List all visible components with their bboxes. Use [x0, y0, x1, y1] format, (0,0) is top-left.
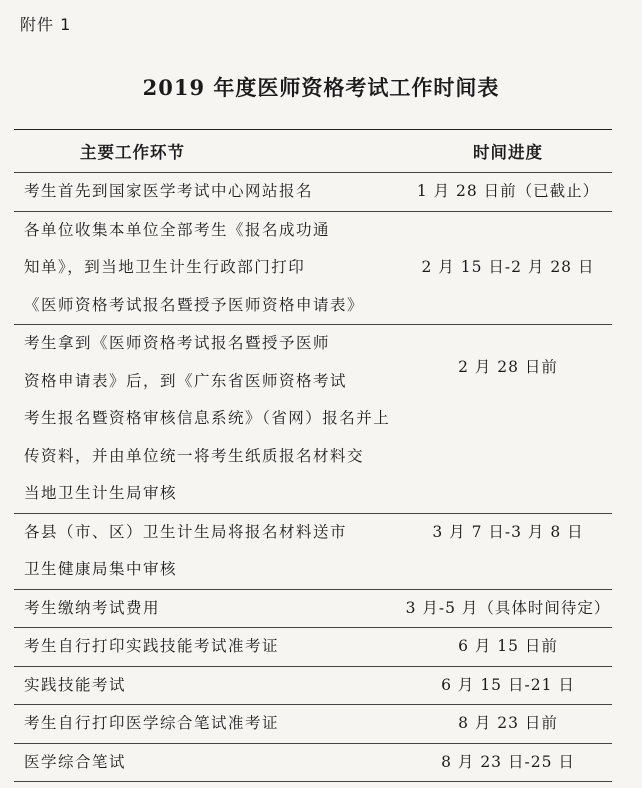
- step-line: 传资料，并由单位统一将考生纸质报名材料交: [24, 446, 365, 465]
- table-row: [14, 513, 612, 589]
- step-line: 考生报名暨资格审核信息系统》（省网）报名并上: [24, 409, 391, 427]
- schedule-table: [14, 129, 612, 782]
- step-line: 考生自行打印实践技能考试准考证: [24, 637, 280, 655]
- row-step: [14, 743, 404, 782]
- table-row: [14, 211, 612, 325]
- document-title: 2019 年度医师资格考试工作时间表: [142, 75, 500, 100]
- table-row: [14, 743, 612, 782]
- table-row: [14, 628, 612, 667]
- step-line: 考生自行打印医学综合笔试准考证: [24, 714, 280, 732]
- row-step: [14, 513, 404, 589]
- row-time: 6 月 15 日前: [404, 628, 612, 667]
- step-line: 医学综合笔试: [24, 752, 127, 771]
- step-line: 各单位收集本单位全部考生《报名成功通: [24, 220, 331, 239]
- step-line: 考生缴纳考试费用: [24, 598, 161, 617]
- row-time: 6 月 15 日-21 日: [404, 666, 612, 705]
- step-line: 知单》，到当地卫生计生行政部门打印: [24, 258, 306, 276]
- row-time: 2 月 15 日-2 月 28 日: [404, 211, 612, 325]
- row-time: 8 月 23 日-25 日: [404, 743, 612, 782]
- table-row: [14, 705, 612, 744]
- row-time: 3 月 7 日-3 月 8 日: [404, 513, 612, 589]
- step-line: 卫生健康局集中审核: [24, 560, 178, 578]
- column-header-step: 主要工作环节: [14, 130, 404, 173]
- row-step: [14, 705, 404, 744]
- row-step: [14, 589, 404, 628]
- column-header-time: 时间进度: [404, 130, 612, 173]
- row-step: [14, 325, 404, 514]
- step-line: 资格申请表》后，到《广东省医师资格考试: [24, 371, 348, 390]
- step-line: 实践技能考试: [24, 675, 127, 694]
- row-step: [14, 666, 404, 705]
- step-line: 当地卫生计生局审核: [24, 484, 178, 502]
- row-time: 8 月 23 日前: [404, 705, 612, 744]
- table-row: [14, 589, 612, 628]
- row-time: 2 月 28 日前: [404, 325, 612, 514]
- row-time: 1 月 28 日前（已截止）: [404, 173, 612, 212]
- step-line: 各县（市、区）卫生计生局将报名材料送市: [24, 522, 348, 541]
- table-row: [14, 173, 612, 212]
- step-line: 《医师资格考试报名暨授予医师资格申请表》: [24, 295, 365, 314]
- attachment-label: 附件 1: [20, 15, 72, 34]
- row-step: [14, 173, 404, 212]
- step-line: 考生首先到国家医学考试中心网站报名: [24, 182, 314, 200]
- step-line: 考生拿到《医师资格考试报名暨授予医师: [24, 334, 331, 352]
- table-row: [14, 666, 612, 705]
- table-header-row: [14, 130, 612, 173]
- row-step: [14, 211, 404, 325]
- row-step: [14, 628, 404, 667]
- row-time: 3 月-5 月（具体时间待定）: [404, 589, 612, 628]
- table-row: [14, 325, 612, 514]
